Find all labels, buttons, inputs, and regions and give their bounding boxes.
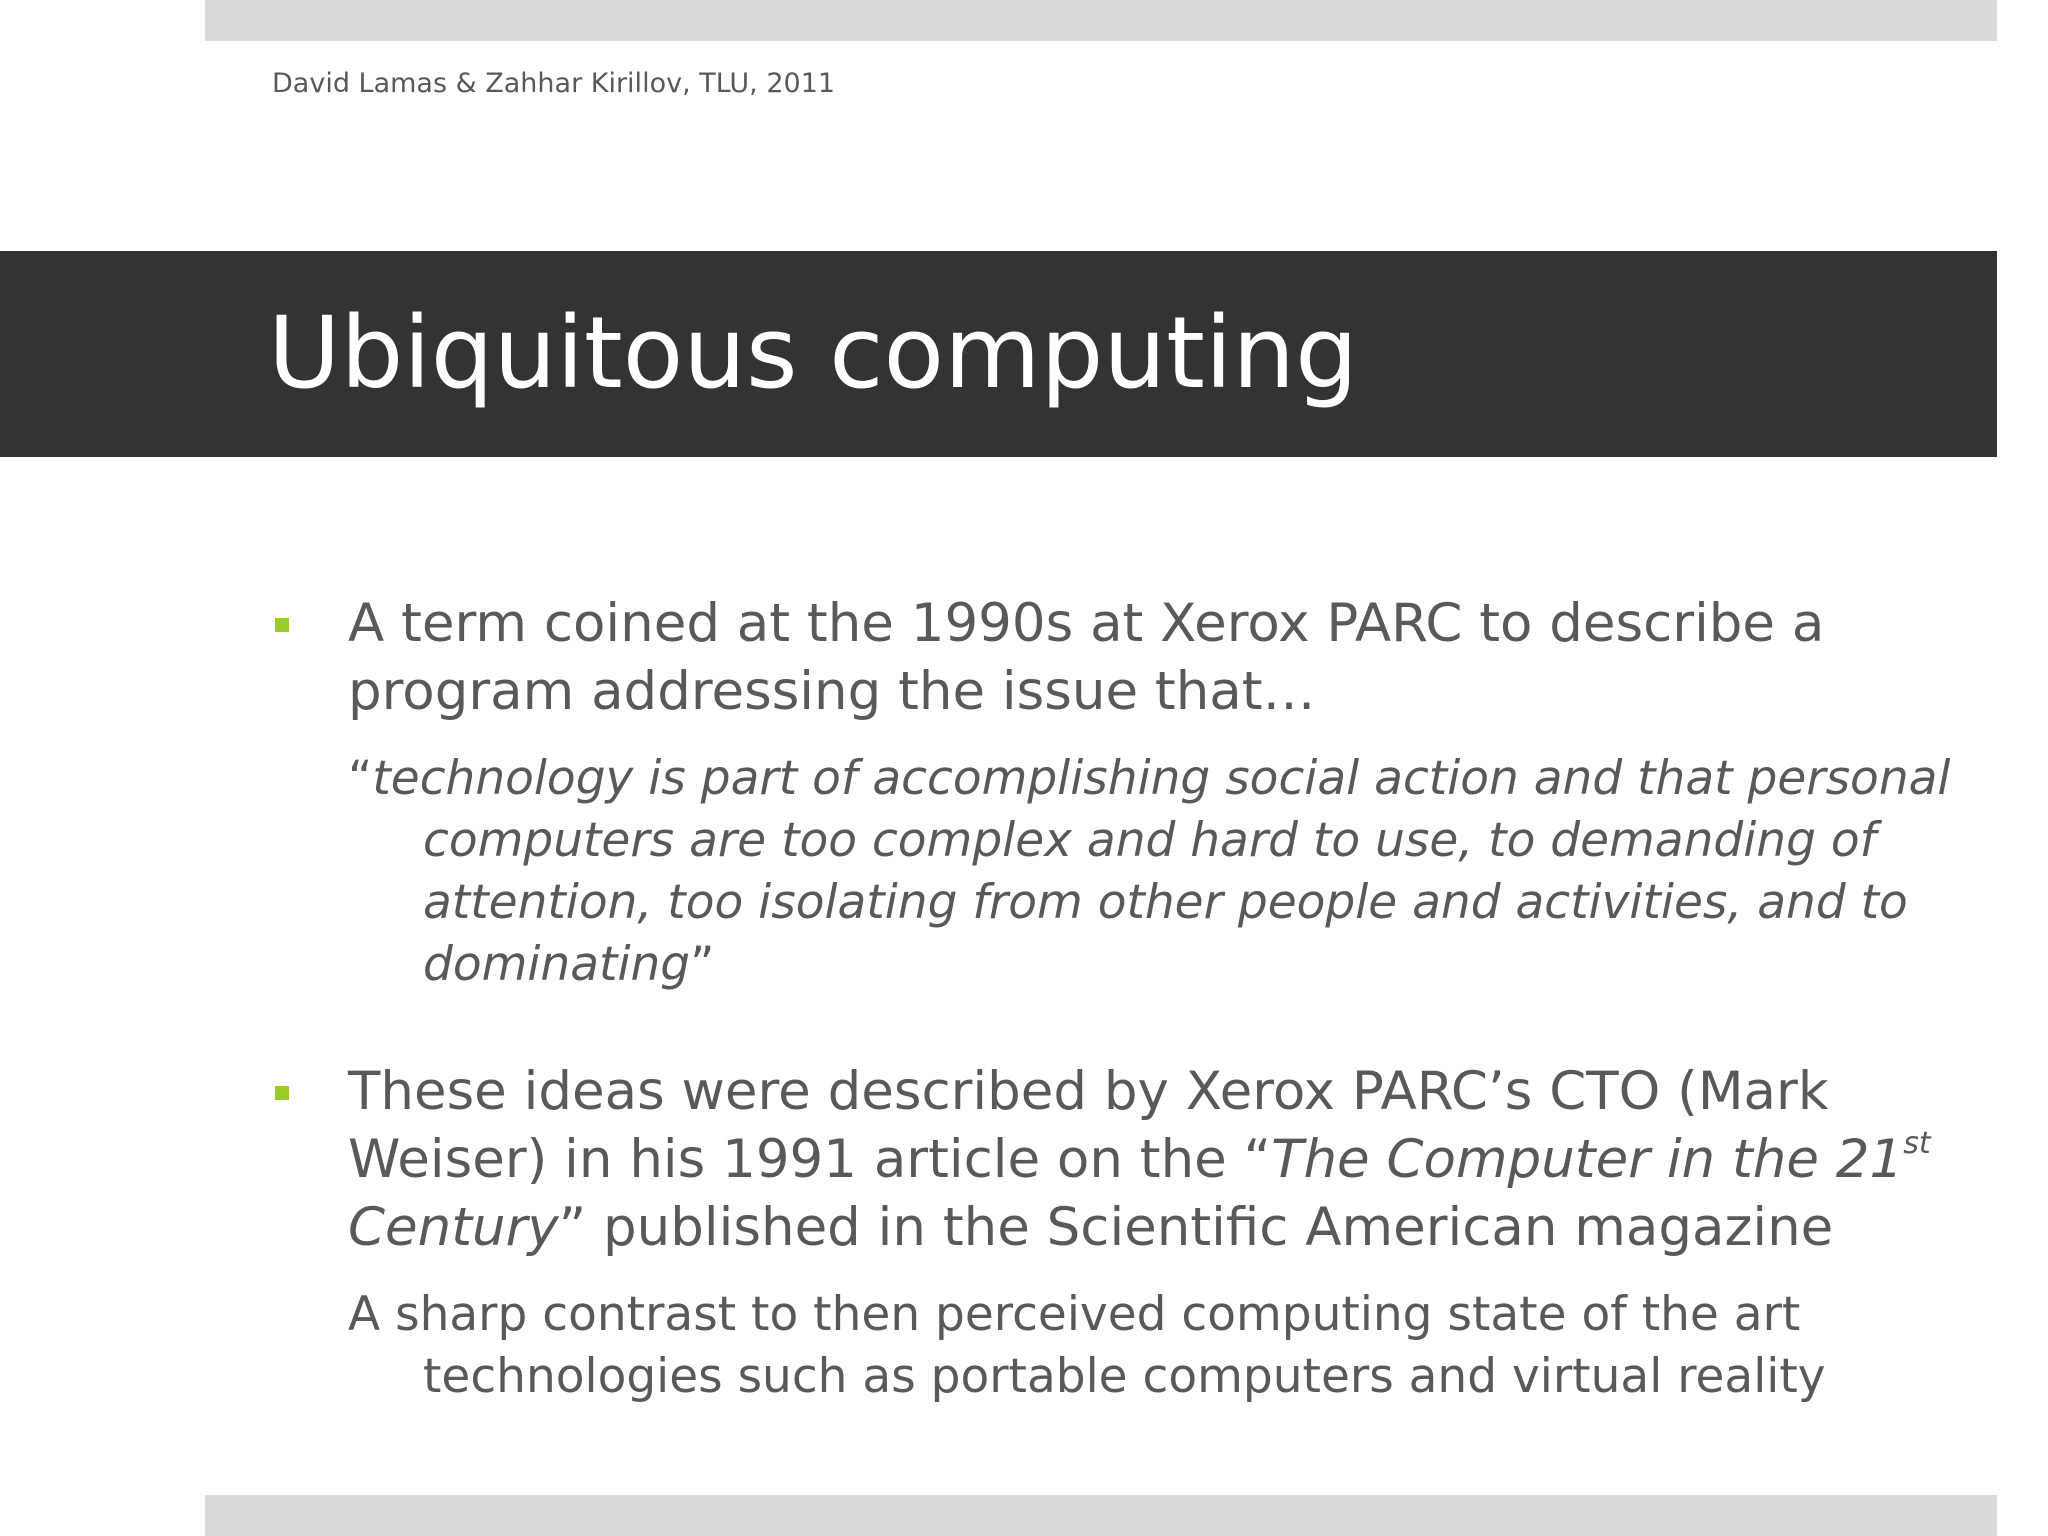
bullet-2-text-after: ” published in the Scientific American magazine	[558, 1197, 1834, 1258]
article-title-part-a: The Computer in the 21	[1271, 1129, 1904, 1190]
article-title-part-b: Century	[348, 1197, 559, 1258]
bullet-item-1	[268, 590, 2008, 726]
quote-block	[268, 748, 2043, 996]
close-quote-mark: ”	[690, 937, 715, 992]
bullet-2-text-before: These ideas were described by Xerox PARC’s CTO (Mark Weiser) in his 1991 article on the “	[348, 1061, 1829, 1190]
quote-text: technology is part of accomplishing social action and that personal computers are too complex and hard to use, to demanding of attention, too isolating from other people and activities, and to dominating	[372, 751, 1951, 992]
slide-content	[268, 590, 1968, 1408]
bullet-2-subtext: A sharp contrast to then perceived computing state of the art technologies such as portable computers and virtual reality	[348, 1287, 1826, 1404]
bullet-1-text: A term coined at the 1990s at Xerox PARC to describe a program addressing the issue that…	[348, 593, 1825, 722]
bottom-decorative-band	[205, 1495, 1997, 1536]
slide-credit: David Lamas & Zahhar Kirillov, TLU, 2011	[272, 68, 836, 99]
bullet-square-icon	[275, 1086, 289, 1100]
bullet-item-2	[268, 1058, 2008, 1262]
slide-title: Ubiquitous computing	[268, 296, 1359, 411]
article-title-superscript: st	[1903, 1126, 1931, 1161]
open-quote-mark: “	[348, 751, 373, 806]
bullet-square-icon	[275, 618, 289, 632]
top-decorative-band	[205, 0, 1997, 41]
